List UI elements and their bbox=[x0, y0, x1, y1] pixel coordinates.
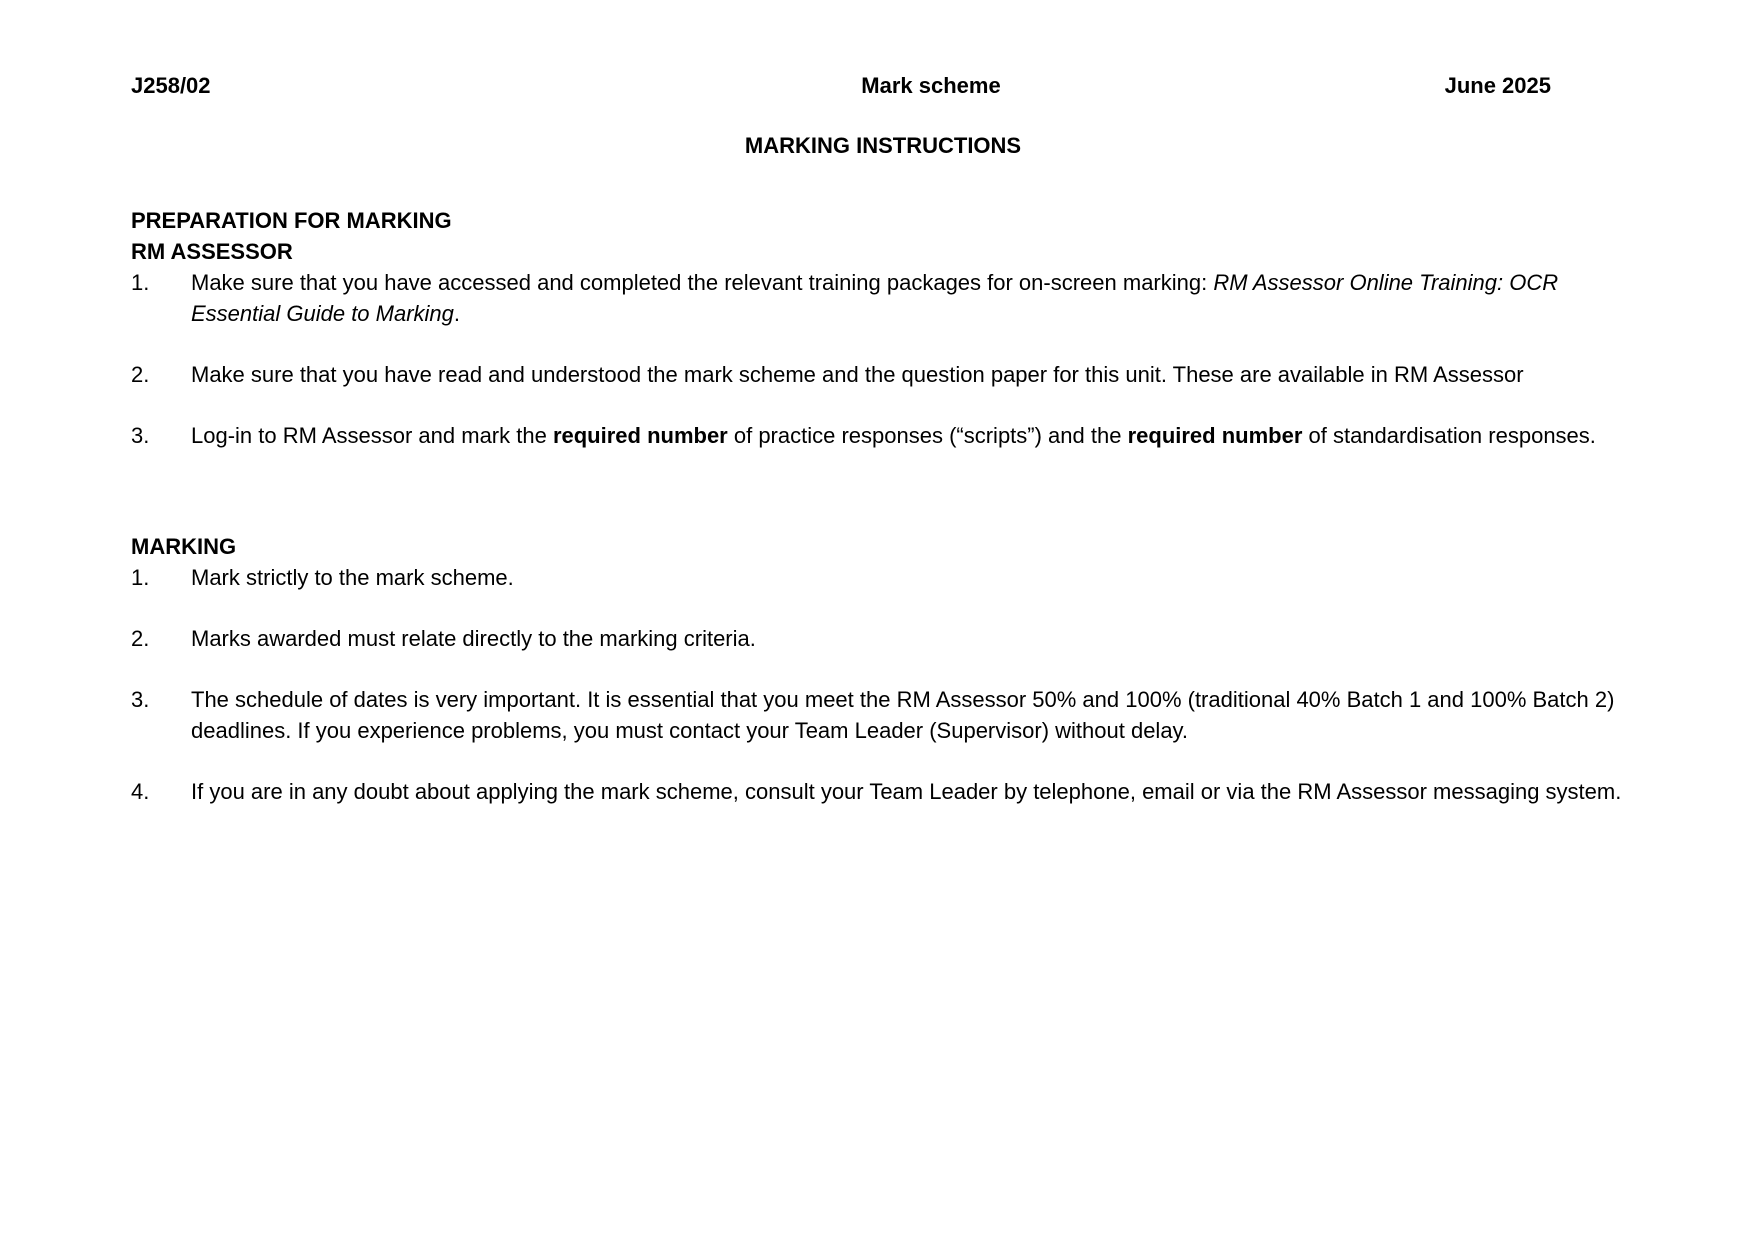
preparation-section bbox=[131, 205, 1651, 481]
emphasis-required-number: required number bbox=[1127, 423, 1303, 448]
list-item bbox=[131, 420, 1651, 451]
document-type: Mark scheme bbox=[861, 73, 1001, 98]
section-subheading-rm-assessor: RM ASSESSOR bbox=[131, 239, 293, 264]
item-text: Marks awarded must relate directly to the marking criteria. bbox=[191, 626, 756, 651]
item-number: 1. bbox=[131, 565, 150, 590]
item-number: 3. bbox=[131, 687, 150, 712]
list-item bbox=[131, 684, 1651, 746]
exam-session: June 2025 bbox=[1444, 73, 1551, 98]
section-heading-preparation: PREPARATION FOR MARKING bbox=[131, 208, 452, 233]
list-item bbox=[131, 623, 1651, 654]
item-number: 1. bbox=[131, 270, 150, 295]
page-title: MARKING INSTRUCTIONS bbox=[744, 133, 1022, 158]
training-course-name: RM Assessor Online Training: OCR Essential Guide to Marking bbox=[191, 270, 1559, 326]
item-text: The schedule of dates is very important. It is essential that you meet the RM Assessor 50% and 100% (traditional 40% Batch 1 and 100% Batch 2) deadlines. If you experience problems, you must contact your Team Leader (Supervisor) without delay. bbox=[191, 687, 1615, 743]
item-number: 3. bbox=[131, 423, 150, 448]
item-text: Mark strictly to the mark scheme. bbox=[191, 565, 514, 590]
emphasis-required-number: required number bbox=[552, 423, 728, 448]
item-text: If you are in any doubt about applying the mark scheme, consult your Team Leader by telephone, email or via the RM Assessor messaging system. bbox=[191, 779, 1622, 804]
section-heading-marking: MARKING bbox=[131, 534, 237, 559]
list-item bbox=[131, 359, 1651, 390]
list-item bbox=[131, 267, 1651, 329]
marking-section bbox=[131, 531, 1651, 837]
item-number: 2. bbox=[131, 626, 150, 651]
item-number: 4. bbox=[131, 779, 150, 804]
list-item bbox=[131, 776, 1651, 807]
item-number: 2. bbox=[131, 362, 150, 387]
page-header bbox=[131, 70, 1551, 101]
item-text: Make sure that you have read and understood the mark scheme and the question paper for this unit. These are available in RM Assessor bbox=[191, 362, 1524, 387]
item-text: Log-in to RM Assessor and mark the required number of practice responses (“scripts”) and the required number of standardisation responses. bbox=[191, 423, 1596, 448]
item-text: Make sure that you have accessed and completed the relevant training packages for on-screen marking: RM Assessor Online Training: OCR Essential Guide to Marking. bbox=[191, 270, 1559, 326]
list-item bbox=[131, 562, 1651, 593]
paper-code: J258/02 bbox=[131, 73, 211, 98]
